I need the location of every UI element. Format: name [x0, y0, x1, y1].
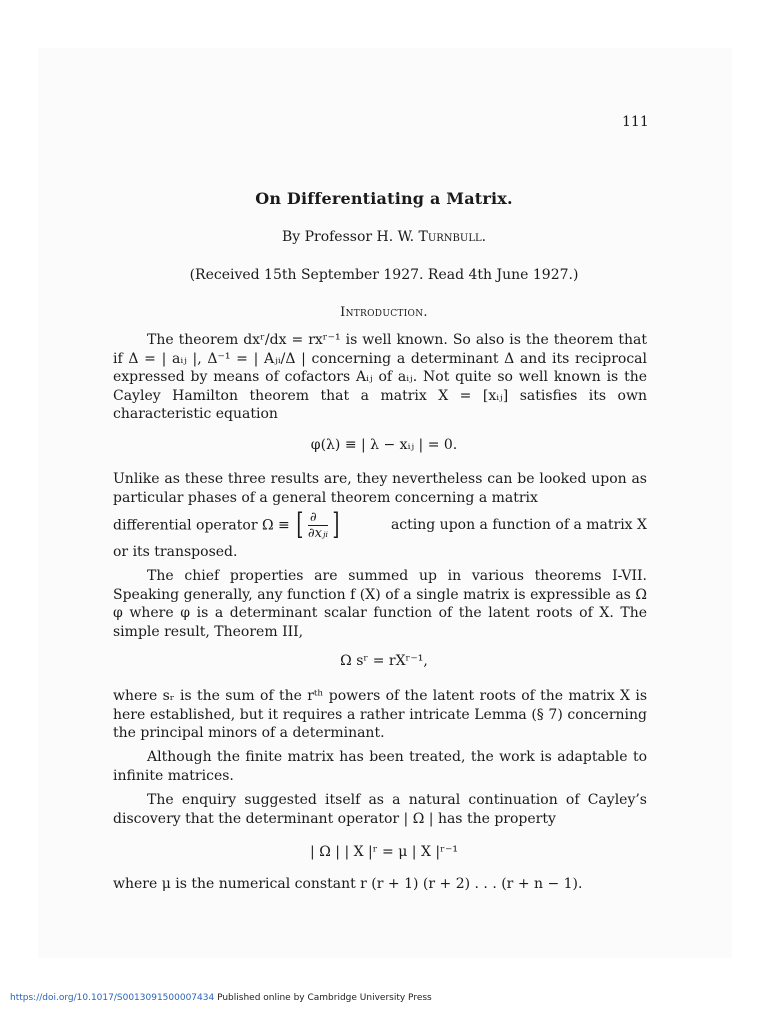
- equation-theorem-iii: Ω sʳ = rXʳ⁻¹,: [340, 653, 428, 669]
- operator-line: [113, 507, 647, 543]
- author-name: Turnbull.: [418, 229, 487, 245]
- equation-characteristic: φ(λ) ≡ | λ − xᵢⱼ | = 0.: [310, 437, 458, 453]
- paragraph-2-end: or its transposed.: [113, 544, 238, 560]
- partial-fraction: [308, 510, 328, 541]
- section-heading: Introduction.: [340, 305, 428, 320]
- paragraph-3: The chief properties are summed up in various theorems I-VII. Speaking generally, any function f (X) of a single matrix is expressible as Ω φ where φ is a determinant scalar function of the latent roots of X. The simple result, Theorem III,: [113, 568, 647, 640]
- paper-title: On Differentiating a Matrix.: [255, 189, 513, 208]
- paragraph-6: The enquiry suggested itself as a natural continuation of Cayley’s discovery that the determinant operator | Ω | has the property: [113, 792, 647, 827]
- fraction-numerator: ∂: [308, 510, 328, 526]
- operator-suffix: acting upon a function of a matrix X: [390, 516, 647, 533]
- right-bracket: ]: [332, 507, 340, 542]
- operator-prefix: [113, 507, 342, 542]
- left-bracket: [: [296, 507, 304, 542]
- paragraph-5: Although the finite matrix has been treated, the work is adaptable to infinite matrices.: [113, 749, 647, 784]
- fraction-denominator: ∂xⱼᵢ: [307, 525, 329, 541]
- equation-cayley: | Ω | | X |ʳ = μ | X |ʳ⁻¹: [310, 844, 458, 860]
- byline-prefix: By Professor H. W.: [281, 229, 419, 245]
- received-dates: (Received 15th September 1927. Read 4th June 1927.): [189, 267, 579, 283]
- page-number: 111: [622, 114, 649, 130]
- doi-link[interactable]: https://doi.org/10.1017/S0013091500007434: [10, 993, 215, 1003]
- paragraph-2-text: Unlike as these three results are, they nevertheless can be looked upon as particular phases of a general theorem concerning a matrix: [113, 471, 647, 506]
- operator-prefix-text: differential operator Ω ≡: [113, 517, 290, 533]
- byline: [0, 229, 768, 245]
- paragraph-7: where μ is the numerical constant r (r + 1) (r + 2) . . . (r + n − 1).: [113, 876, 583, 892]
- footer-text: Published online by Cambridge University Press: [214, 993, 432, 1003]
- paragraph-1: The theorem dxʳ/dx = rxʳ⁻¹ is well known. So also is the theorem that if Δ = | aᵢⱼ |, Δ⁻¹ = | Aⱼᵢ/Δ | concerning a determinant Δ and its reciprocal expressed by means of cofactors Aᵢⱼ of aᵢⱼ. Not quite so well known is the Cayley Hamilton theorem that a matrix X = [xᵢⱼ] satisfies its own characteristic equation: [113, 332, 647, 422]
- footer: [10, 993, 432, 1003]
- paragraph-4: where sᵣ is the sum of the rᵗʰ powers of the latent roots of the matrix X is here established, but it requires a rather intricate Lemma (§ 7) concerning the principal minors of a determinant.: [113, 688, 647, 741]
- paragraph-2: [113, 470, 647, 562]
